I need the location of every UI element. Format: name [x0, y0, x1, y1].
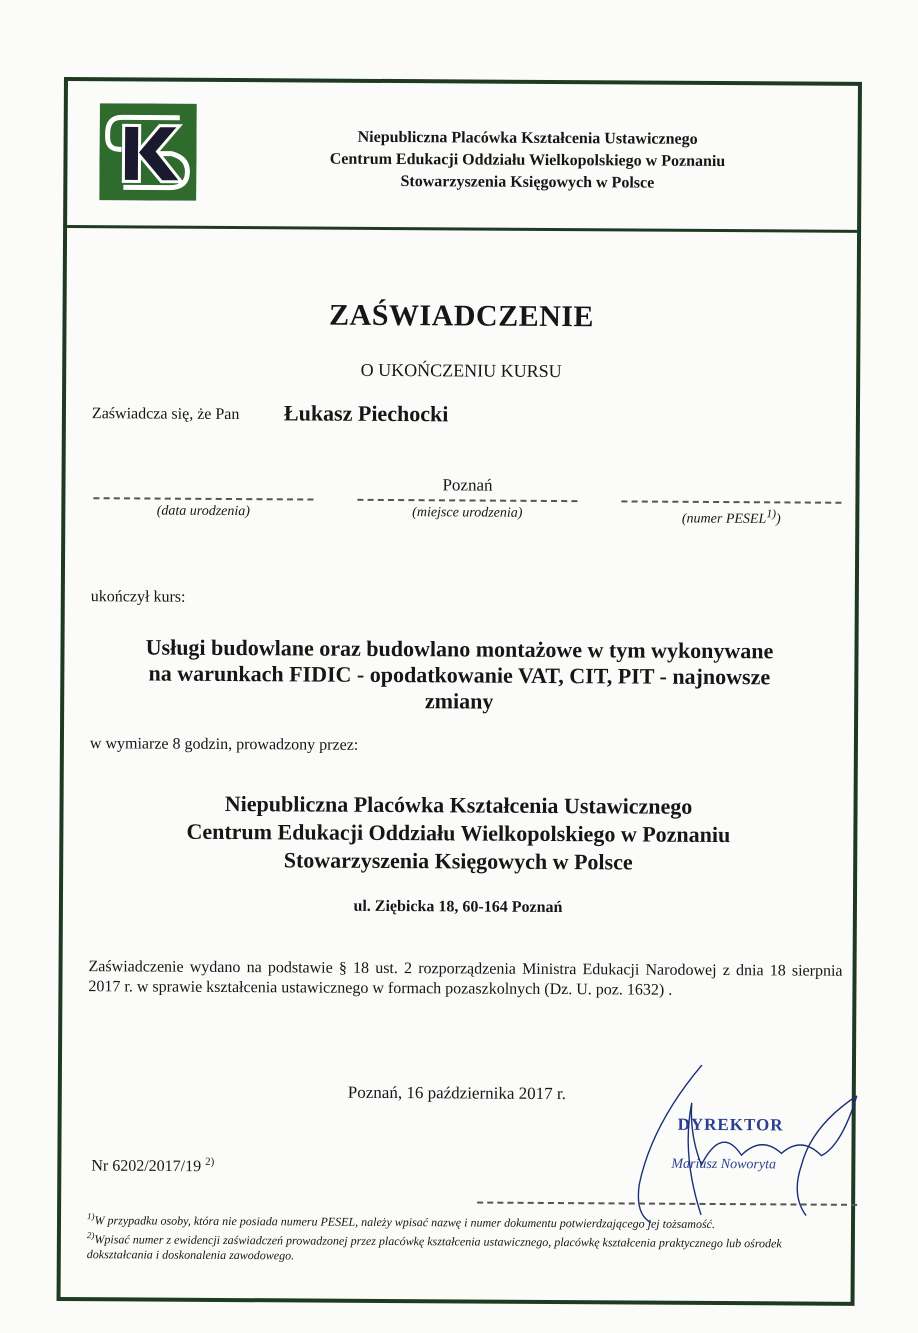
- birth-place-field: [357, 475, 577, 522]
- course-line: Usługi budowlane oraz budowlano montażowe w tym wykonywane: [145, 634, 774, 664]
- certificate-number-text: Nr 6202/2017/19: [91, 1157, 202, 1176]
- stamp-title: DYREKTOR: [677, 1114, 784, 1135]
- pesel-label-text: (numer PESEL: [681, 511, 767, 527]
- organizer-line: Stowarzyszenia Księgowych w Polsce: [283, 847, 633, 875]
- certify-label: Zaświadcza się, że Pan: [91, 405, 240, 424]
- organizer-line: Niepubliczna Placówka Kształcenia Ustawicznego: [224, 790, 693, 819]
- completed-label: ukończył kurs:: [90, 588, 186, 606]
- organizer-line: Centrum Edukacji Oddziału Wielkopolskiego w Poznaniu: [186, 818, 731, 848]
- certificate-frame: [57, 77, 862, 1306]
- course-line: na warunkach FIDIC - opodatkowanie VAT, CIT, PIT - najnowsze: [148, 660, 771, 690]
- dashed-line: [93, 497, 313, 500]
- signature: [631, 1064, 862, 1225]
- footnote-text: W przypadku osoby, która nie posiada numeru PESEL, należy wpisać nazwę i numer dokumentu potwierdzającego jej tożsamość.: [94, 1213, 716, 1231]
- footnotes: [87, 1209, 833, 1267]
- certificate-number: [91, 1155, 214, 1176]
- header-institution: [217, 126, 837, 196]
- place-date: Poznań, 16 października 2017 r.: [347, 1082, 566, 1104]
- footnote-mark: 1): [87, 1211, 95, 1222]
- birth-date-field: [93, 473, 313, 520]
- document-title: ZAŚWIADCZENIE: [328, 298, 595, 334]
- pesel-value: [621, 476, 841, 499]
- footnote-text: Wpisać numer z ewidencji zaświadczeń prowadzonej przez placówkę kształcenia ustawicznego, placówkę kształcenia praktycznego lub ośrodek dokształcania i doskonalenia zawodowego.: [86, 1232, 782, 1263]
- course-title: [84, 634, 834, 717]
- footnote-ref: 2): [205, 1155, 215, 1168]
- birth-date-value: [93, 473, 313, 496]
- dashed-line: [357, 499, 577, 502]
- header-line: Stowarzyszenia Księgowych w Polsce: [400, 173, 655, 192]
- dashed-line: [621, 500, 841, 503]
- footnote-ref: 1): [766, 507, 777, 521]
- pesel-label-end: ): [775, 512, 781, 528]
- skwp-logo: [99, 103, 197, 201]
- birth-place-value: Poznań: [442, 475, 493, 495]
- header: [67, 81, 858, 233]
- course-line: zmiany: [424, 688, 494, 714]
- organizer-address: ul. Ziębicka 18, 60-164 Poznań: [353, 897, 563, 917]
- person-name: Łukasz Piechocki: [283, 400, 449, 427]
- birth-place-label: (miejsce urodzenia): [412, 505, 523, 521]
- organizer: [83, 789, 833, 878]
- stamp-name: Mariusz Noworyta: [671, 1156, 777, 1173]
- header-line: Centrum Edukacji Oddziału Wielkopolskiego w Poznaniu: [329, 150, 726, 171]
- legal-basis: Zaświadczenie wydano na podstawie § 18 ust. 2 rozporządzenia Ministra Edukacji Narodowej z dnia 18 sierpnia 2017 r. w sprawie kształcenia ustawicznego w formach pozaszkolnych (Dz. U. poz. 1632) .: [88, 958, 843, 999]
- birth-date-label: (data urodzenia): [156, 503, 250, 520]
- duration-text: w wymiarze 8 godzin, prowadzony przez:: [89, 735, 359, 754]
- header-line: Niepubliczna Placówka Kształcenia Ustawicznego: [357, 128, 698, 148]
- footnote-mark: 2): [86, 1230, 95, 1241]
- footnote: [87, 1228, 833, 1267]
- pesel-field: [621, 476, 841, 528]
- document-subtitle: O UKOŃCZENIU KURSU: [360, 359, 562, 382]
- pesel-label: [621, 506, 841, 528]
